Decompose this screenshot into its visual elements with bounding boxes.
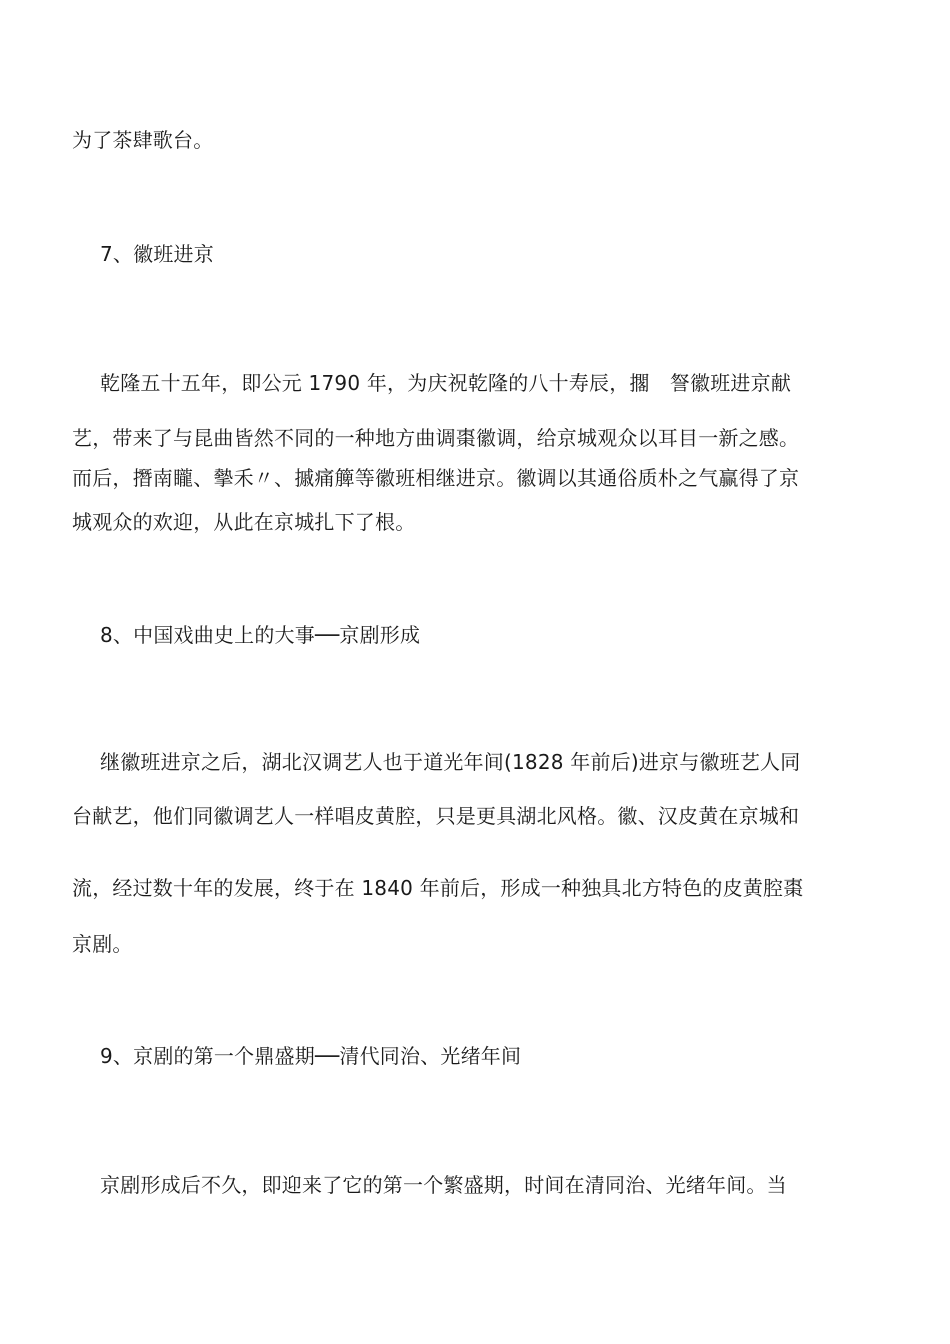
paragraph-line: 京剧形成后不久，即迎来了它的第一个繁盛期，时间在清同治、光绪年间。当 (100, 1173, 787, 1197)
paragraph-line: 台献艺，他们同徽调艺人一样唱皮黄腔，只是更具湖北风格。徽、汉皮黄在京城和 (72, 804, 800, 828)
section-heading: 8、中国戏曲史上的大事──京剧形成 (100, 623, 421, 647)
paragraph-line: 继徽班进京之后，湖北汉调艺人也于道光年间(1828 年前后)进京与徽班艺人同 (100, 750, 801, 774)
paragraph-line: 为了茶肆歌台。 (72, 128, 214, 152)
paragraph-line: 而后，撍南矓、摰禾〃、摵痛簲等徽班相继进京。徽调以其通俗质朴之气赢得了京 (72, 466, 800, 490)
section-heading: 7、徽班进京 (100, 242, 214, 266)
paragraph-line: 乾隆五十五年，即公元 1790 年，为庆祝乾隆的八十寿辰，擱 詧徽班进京献 (100, 371, 792, 395)
section-heading: 9、京剧的第一个鼎盛期──清代同治、光绪年间 (100, 1044, 522, 1068)
paragraph-line: 京剧。 (72, 932, 133, 956)
paragraph-line: 流，经过数十年的发展，终于在 1840 年前后，形成一种独具北方特色的皮黄腔棗 (72, 876, 804, 900)
paragraph-line: 城观众的欢迎，从此在京城扎下了根。 (72, 510, 416, 534)
paragraph-line: 艺，带来了与昆曲皆然不同的一种地方曲调棗徽调，给京城观众以耳目一新之感。 (72, 426, 800, 450)
